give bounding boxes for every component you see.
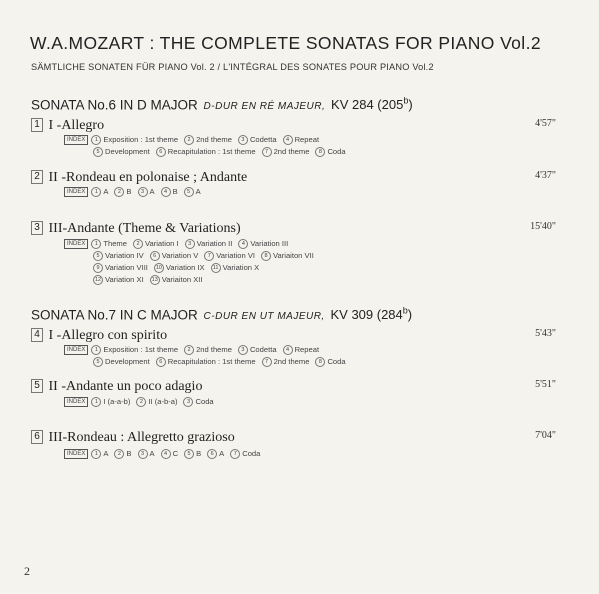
- index-text: Variation IV: [105, 251, 144, 260]
- index-number: 4: [161, 449, 171, 459]
- index-text: A: [219, 449, 225, 458]
- index-entry: [261, 251, 314, 260]
- index-entry: [150, 251, 199, 260]
- index-entry: [138, 187, 155, 196]
- index-entry: [161, 187, 178, 196]
- index-row: [93, 250, 320, 262]
- index-text: Coda: [242, 449, 261, 458]
- track-number: 2: [31, 170, 43, 184]
- index-text: Recapitulation : 1st theme: [167, 357, 256, 366]
- index-number: 1: [91, 397, 101, 407]
- track-row: [31, 221, 241, 237]
- index-entry: [91, 397, 130, 406]
- sub-title: SÄMTLICHE SONATEN FÜR PIANO Vol. 2 / L'INTÉGRAL DES SONATES POUR PIANO Vol.2: [31, 62, 434, 72]
- index-entry: [136, 397, 177, 406]
- index-entry: [183, 397, 213, 406]
- index-entry: [204, 251, 255, 260]
- index-text: A: [149, 449, 155, 458]
- sonata-kv: KV 284 (205$^b$): [331, 96, 413, 113]
- index-entry: [93, 147, 150, 156]
- index-label-icon: INDEX: [64, 187, 88, 197]
- index-entry: [238, 345, 277, 354]
- track-duration: 5'51": [535, 379, 556, 390]
- sonata-title: SONATA No.6 IN D MAJOR: [31, 97, 198, 113]
- index-number: 7: [230, 449, 240, 459]
- index-list: [64, 344, 352, 368]
- sonata-alt-title: C-DUR EN UT MAJEUR,: [203, 311, 325, 323]
- track-title: II -Andante un poco adagio: [48, 379, 203, 394]
- index-text: Coda: [327, 357, 346, 366]
- index-entry: [93, 251, 144, 260]
- index-row: [93, 146, 352, 158]
- index-number: 2: [184, 345, 194, 355]
- index-entry: [93, 275, 144, 284]
- index-label-icon: INDEX: [64, 345, 88, 355]
- index-text: Development: [105, 357, 150, 366]
- index-entry: [91, 239, 127, 248]
- index-label-icon: INDEX: [64, 397, 88, 407]
- track-row: [31, 118, 104, 134]
- track-number: 4: [31, 328, 43, 342]
- index-text: Variation V: [161, 251, 199, 260]
- index-text: Variation I: [144, 239, 179, 248]
- index-text: Exposition : 1st theme: [103, 135, 179, 144]
- track-number: 3: [31, 221, 43, 235]
- index-entry: [154, 263, 205, 272]
- index-number: 5: [93, 357, 103, 367]
- index-entry: [184, 449, 201, 458]
- index-text: Variation II: [196, 239, 233, 248]
- index-number: 7: [262, 147, 272, 157]
- index-entry: [93, 263, 148, 272]
- track-duration: 4'37": [535, 170, 556, 181]
- index-entry: [283, 135, 320, 144]
- index-list: [64, 134, 352, 158]
- index-number: 6: [207, 449, 217, 459]
- index-entry: [184, 187, 201, 196]
- index-number: 4: [161, 187, 171, 197]
- index-entry: [156, 357, 256, 366]
- track-duration: 7'04": [535, 430, 556, 441]
- index-number: 7: [262, 357, 272, 367]
- index-number: 2: [136, 397, 146, 407]
- index-text: C: [172, 449, 179, 458]
- index-number: 12: [94, 277, 102, 283]
- index-text: Repeat: [294, 345, 320, 354]
- index-number: 3: [238, 345, 248, 355]
- index-number: 2: [114, 449, 124, 459]
- index-entry: [91, 345, 178, 354]
- index-text: Variation VI: [216, 251, 255, 260]
- index-entry: [138, 449, 155, 458]
- index-number: 2: [184, 135, 194, 145]
- index-number: 5: [184, 449, 194, 459]
- main-title: W.A.MOZART : THE COMPLETE SONATAS FOR PIANO Vol.2: [30, 33, 541, 53]
- index-text: Variation XI: [105, 275, 144, 284]
- index-entry: [93, 357, 150, 366]
- index-number: 6: [156, 357, 166, 367]
- index-text: A: [103, 187, 109, 196]
- index-number: 4: [238, 239, 248, 249]
- page-number: 2: [24, 564, 30, 578]
- index-row: [64, 449, 266, 458]
- index-text: B: [126, 449, 132, 458]
- index-text: Variation VIII: [105, 263, 148, 272]
- index-text: A: [195, 187, 201, 196]
- track-number: 5: [31, 379, 43, 393]
- index-number: 6: [156, 147, 166, 157]
- index-label-icon: INDEX: [64, 449, 88, 459]
- track-title: II -Rondeau en polonaise ; Andante: [48, 170, 248, 185]
- index-number: 10: [155, 265, 162, 271]
- index-row: [64, 345, 325, 354]
- index-list: [64, 186, 207, 198]
- index-entry: [238, 135, 277, 144]
- index-entry: [315, 147, 345, 156]
- index-label-icon: INDEX: [64, 135, 88, 145]
- index-text: 2nd theme: [273, 357, 310, 366]
- index-number: 1: [91, 135, 101, 145]
- index-row: [93, 356, 352, 368]
- index-entry: [184, 345, 232, 354]
- index-entry: [184, 135, 232, 144]
- index-row: [64, 397, 220, 406]
- index-entry: [133, 239, 179, 248]
- index-entry: [262, 357, 310, 366]
- index-number: 6: [150, 251, 160, 261]
- index-label-icon: INDEX: [64, 239, 88, 249]
- index-number: 4: [283, 345, 293, 355]
- index-entry: [315, 357, 345, 366]
- sonata-title: SONATA No.7 IN C MAJOR: [31, 307, 198, 323]
- index-text: Variation X: [222, 263, 260, 272]
- index-entry: [114, 187, 131, 196]
- index-entry: [161, 449, 178, 458]
- index-number: 11: [211, 263, 221, 273]
- index-text: A: [149, 187, 155, 196]
- track-row: [31, 328, 167, 344]
- index-number: 5: [93, 251, 103, 261]
- track-title: I -Allegro con spirito: [48, 328, 168, 343]
- index-text: 2nd theme: [273, 147, 310, 156]
- index-number: 4: [283, 135, 293, 145]
- track-number: 6: [31, 430, 43, 444]
- index-entry: [230, 449, 260, 458]
- index-entry: [207, 449, 224, 458]
- index-text: Repeat: [294, 135, 320, 144]
- index-text: Codetta: [249, 345, 277, 354]
- index-entry: [150, 275, 203, 284]
- index-entry: [91, 449, 108, 458]
- index-entry: [91, 187, 108, 196]
- index-number: 5: [93, 147, 103, 157]
- index-entry: [114, 449, 131, 458]
- track-number: 1: [31, 118, 43, 132]
- index-number: 3: [183, 397, 193, 407]
- index-entry: [262, 147, 310, 156]
- index-row: [64, 135, 325, 144]
- index-number: 3: [138, 187, 148, 197]
- index-text: Coda: [195, 397, 214, 406]
- index-row: [64, 187, 207, 196]
- track-title: III-Andante (Theme & Variations): [48, 221, 241, 236]
- index-number: 7: [204, 251, 214, 261]
- index-text: Variaiton VII: [273, 251, 314, 260]
- index-number: 13: [151, 277, 158, 283]
- index-row: [64, 239, 294, 248]
- sonata-alt-title: D-DUR EN RÉ MAJEUR,: [203, 101, 326, 113]
- index-text: Exposition : 1st theme: [103, 345, 179, 354]
- track-title: III-Rondeau : Allegretto grazioso: [48, 430, 235, 445]
- index-list: [64, 238, 320, 286]
- sonata-kv: KV 309 (284$^b$): [330, 306, 413, 323]
- index-entry: [238, 239, 288, 248]
- index-number: 1: [91, 449, 101, 459]
- track-row: [31, 170, 247, 186]
- index-entry: [211, 263, 260, 272]
- track-row: [31, 379, 202, 395]
- index-text: Recapitulation : 1st theme: [167, 147, 256, 156]
- track-title: I -Allegro: [48, 118, 105, 133]
- index-text: A: [103, 449, 109, 458]
- index-entry: [156, 147, 256, 156]
- index-entry: [283, 345, 320, 354]
- index-list: [64, 448, 266, 460]
- index-text: Coda: [327, 147, 346, 156]
- index-number: 3: [238, 135, 248, 145]
- index-number: 3: [138, 449, 148, 459]
- index-text: Theme: [103, 239, 127, 248]
- index-text: Variation IX: [165, 263, 205, 272]
- index-number: 8: [315, 357, 325, 367]
- index-text: 2nd theme: [196, 345, 232, 354]
- index-text: II (a-b-a): [148, 397, 178, 406]
- sonata-heading: [31, 306, 412, 322]
- track-duration: 5'43": [535, 328, 556, 339]
- index-text: I (a-a-b): [103, 397, 131, 406]
- index-text: Variaiton XII: [161, 275, 203, 284]
- track-row: [31, 430, 235, 446]
- index-number: 9: [93, 263, 103, 273]
- index-text: Development: [105, 147, 150, 156]
- index-number: 3: [185, 239, 195, 249]
- index-number: 1: [91, 187, 101, 197]
- index-text: B: [126, 187, 132, 196]
- index-text: B: [172, 187, 178, 196]
- index-number: 1: [91, 345, 101, 355]
- index-row: [93, 274, 320, 286]
- index-number: 8: [315, 147, 325, 157]
- index-text: B: [196, 449, 202, 458]
- index-number: 1: [91, 239, 101, 249]
- index-number: 8: [261, 251, 271, 261]
- index-row: [93, 262, 320, 274]
- index-entry: [185, 239, 233, 248]
- index-list: [64, 396, 220, 408]
- sonata-heading: [31, 96, 413, 112]
- index-text: Variation III: [250, 239, 289, 248]
- index-number: 2: [114, 187, 124, 197]
- track-duration: 4'57": [535, 118, 556, 129]
- index-entry: [91, 135, 178, 144]
- index-text: 2nd theme: [196, 135, 232, 144]
- index-text: Codetta: [249, 135, 277, 144]
- track-duration: 15'40": [530, 221, 556, 232]
- index-number: 2: [133, 239, 143, 249]
- index-number: 5: [184, 187, 194, 197]
